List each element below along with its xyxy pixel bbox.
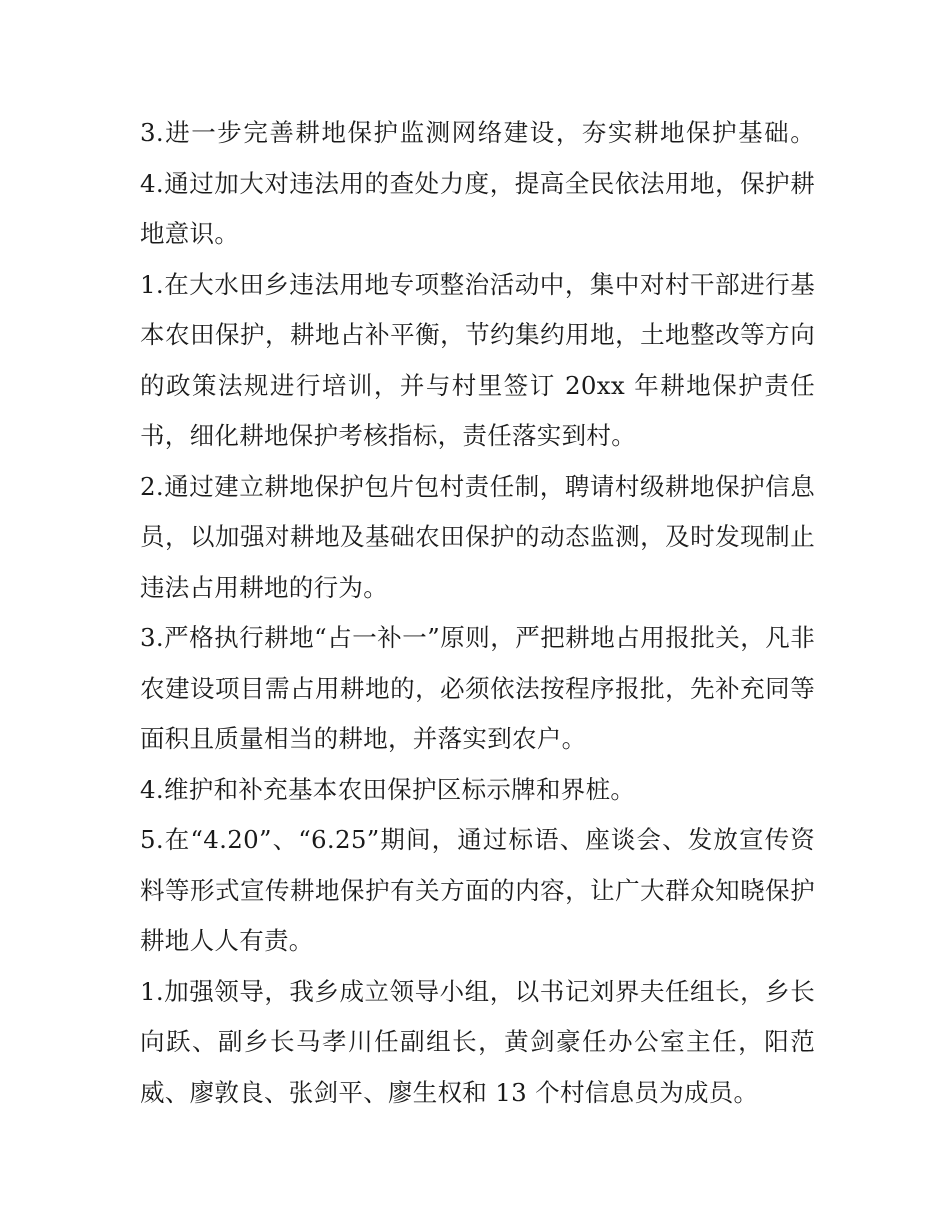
document-body [140,108,815,1118]
paragraph-monitoring-network: 3.进一步完善耕地保护监测网络建设，夯实耕地保护基础。 4.通过加大对违法用的查处力度，提高全民依法用地，保护耕地意识。 [140,118,815,248]
paragraph-occupation-compensation: 3.严格执行耕地“占一补一”原则，严把耕地占用报批关，凡非农建设项目需占用耕地的，必须依法按程序报批，先补充同等面积且质量相当的耕地，并落实到农户。 [140,623,815,753]
paragraph-boundary-markers: 4.维护和补充基本农田保护区标示牌和界桩。 [140,774,636,804]
paragraph-responsibility-system: 2.通过建立耕地保护包片包村责任制，聘请村级耕地保护信息员，以加强对耕地及基础农田保护的动态监测，及时发现制止违法占用耕地的行为。 [140,471,815,602]
paragraph-leadership-group: 1.加强领导，我乡成立领导小组，以书记刘界夫任组长，乡长向跃、副乡长马孝川任副组长，黄剑豪任办公室主任，阳范威、廖敦良、张剑平、廖生权和 13 个村信息员为成员。 [140,976,815,1107]
paragraph-illegal-land-campaign: 1.在大水田乡违法用地专项整治活动中，集中对村干部进行基本农田保护，耕地占补平衡，节约集约用地，土地整改等方向的政策法规进行培训，并与村里签订 20xx 年耕地保护责任书，细化耕地保护考核指标，责任落实到村。 [140,269,815,450]
paragraph-publicity: 5.在“4.20”、“6.25”期间，通过标语、座谈会、发放宣传资料等形式宣传耕地保护有关方面的内容，让广大群众知晓保护耕地人人有责。 [140,825,815,955]
